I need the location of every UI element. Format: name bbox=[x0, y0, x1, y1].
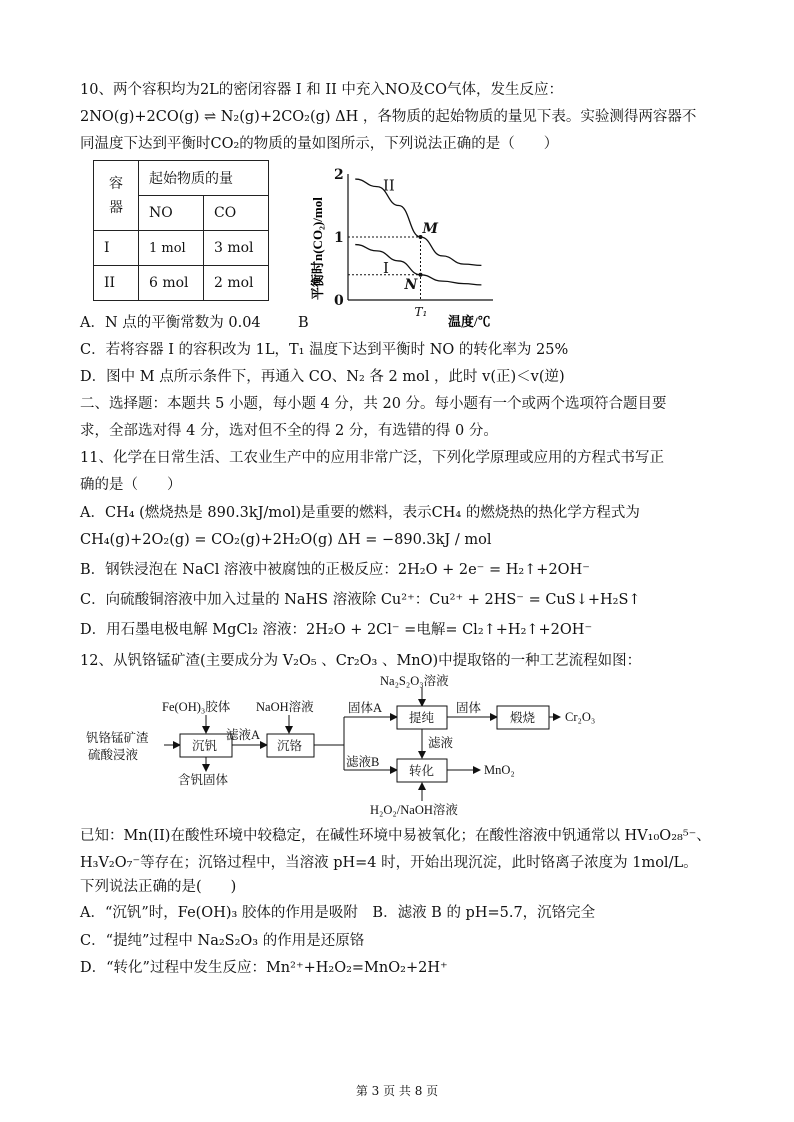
q12-stem: 12、从钒铬锰矿渣(主要成分为 V₂O₅ 、Cr₂O₃ 、MnO)中提取铬的一种工艺流程如图： bbox=[80, 653, 642, 669]
q12-ask: 下列说法正确的是( ) bbox=[80, 879, 237, 895]
q10-stem-line2: 2NO(g)+2CO(g) ⇌ N₂(g)+2CO₂(g) ΔH ，各物质的起始物质的量见下表。实验测得两容器不 bbox=[80, 109, 697, 125]
series-label-I: I bbox=[383, 258, 389, 277]
point-label-N: N bbox=[404, 276, 418, 293]
q12-option-d: D．“转化”过程中发生反应：Mn²⁺+H₂O₂=MnO₂+2H⁺ bbox=[80, 960, 448, 976]
flow-label-filtB: 滤液B bbox=[346, 755, 380, 769]
chart-ylabel: 平衡时n(CO₂)/mol bbox=[310, 197, 325, 300]
y-tick-label: 2 bbox=[334, 167, 344, 183]
flow-label-vsolid: 含钒固体 bbox=[178, 773, 229, 787]
q11-stem-line1: 11、化学在日常生活、工农业生产中的应用非常广泛，下列化学原理或应用的方程式书写正 bbox=[80, 450, 664, 466]
y-tick-label: 0 bbox=[334, 293, 344, 309]
q11-option-c: C．向硫酸铜溶液中加入过量的 NaHS 溶液除 Cu²⁺：Cu²⁺ + 2HS⁻ = CuS↓+H₂S↑ bbox=[80, 592, 641, 608]
flow-label-purify: 提纯 bbox=[409, 711, 435, 725]
flow-label-feoh: Fe(OH)₃胶体 bbox=[162, 700, 231, 714]
flow-label-na2s2o3: Na₂S₂O₃溶液 bbox=[380, 674, 449, 688]
table-row-name: II bbox=[94, 266, 139, 301]
q12-options-ab: A．“沉钒”时，Fe(OH)₃ 胶体的作用是吸附 B．滤液 B 的 pH=5.7，沉铬完全 bbox=[80, 905, 596, 921]
q10-option-b: B bbox=[298, 315, 309, 331]
q12-option-c: C．“提纯”过程中 Na₂S₂O₃ 的作用是还原铬 bbox=[80, 933, 365, 949]
table-row-name: I bbox=[94, 231, 139, 266]
table-header-no: NO bbox=[139, 196, 204, 231]
q12-known-line1: 已知：Mn(II)在酸性环境中较稳定，在碱性环境中易被氧化；在酸性溶液中钒通常以 HV₁₀O₂₈⁵⁻、 bbox=[80, 828, 711, 844]
q10-stem-line3: 同温度下达到平衡时CO₂的物质的量如图所示，下列说法正确的是（ ） bbox=[80, 136, 559, 152]
q11-option-a: A．CH₄ (燃烧热是 890.3kJ/mol)是重要的燃料，表示CH₄ 的燃烧热的热化学方程式为 bbox=[80, 505, 640, 521]
table-cell: 1 mol bbox=[139, 231, 204, 266]
q11-option-b: B．钢铁浸泡在 NaCl 溶液中被腐蚀的正极反应：2H₂O + 2e⁻ = H₂↑+2OH⁻ bbox=[80, 562, 590, 578]
section2-instructions-line1: 二、选择题：本题共 5 小题，每小题 4 分，共 20 分。每小题有一个或两个选项符合题目要 bbox=[80, 396, 667, 412]
table-header-container: 容器 bbox=[94, 161, 139, 231]
q11-option-a-equation: CH₄(g)+2O₂(g) = CO₂(g)+2H₂O(g) ΔH = −890.3kJ / mol bbox=[80, 532, 492, 548]
flow-label-acid: 硫酸浸液 bbox=[88, 748, 139, 762]
flow-label-filtA: 滤液A bbox=[226, 728, 261, 742]
q10-start-table bbox=[93, 160, 269, 301]
x-tick-label: T₁ bbox=[414, 305, 428, 319]
flow-label-cr2o3: Cr₂O₃ bbox=[565, 710, 596, 724]
flow-label-feed: 钒铬锰矿渣 bbox=[86, 731, 149, 745]
table-header-co: CO bbox=[204, 196, 269, 231]
flow-label-mno2: MnO₂ bbox=[484, 763, 515, 777]
q12-known-line2: H₃V₂O₇⁻等存在；沉铬过程中，当溶液 pH=4 时，开始出现沉淀，此时铬离子浓度为 1mol/L。 bbox=[80, 855, 698, 871]
flow-label-convert: 转化 bbox=[409, 764, 435, 778]
q10-option-c: C．若将容器 I 的容积改为 1L，T₁ 温度下达到平衡时 NO 的转化率为 25% bbox=[80, 342, 569, 358]
chart-xlabel: 温度/℃ bbox=[448, 314, 491, 329]
flow-label-calc: 煅烧 bbox=[510, 711, 536, 725]
section2-instructions-line2: 求，全部选对得 4 分，选对但不全的得 2 分，有选错的得 0 分。 bbox=[80, 423, 498, 439]
flow-label-naoh: NaOH溶液 bbox=[256, 700, 314, 714]
flow-label-solidA: 固体A bbox=[348, 701, 383, 715]
table-cell: 3 mol bbox=[204, 231, 269, 266]
point-N bbox=[419, 273, 423, 277]
table-cell: 6 mol bbox=[139, 266, 204, 301]
process-flow-diagram bbox=[84, 673, 704, 819]
y-tick-label: 1 bbox=[334, 230, 344, 246]
series-line-II bbox=[355, 176, 481, 265]
table-cell: 2 mol bbox=[204, 266, 269, 301]
q10-option-a: A．N 点的平衡常数为 0.04 bbox=[80, 315, 261, 331]
series-label-II: II bbox=[383, 176, 395, 195]
co2-equilibrium-chart bbox=[308, 162, 528, 334]
point-label-M: M bbox=[422, 221, 438, 237]
series-line-I bbox=[355, 245, 481, 285]
q11-stem-line2: 确的是（ ） bbox=[80, 477, 182, 493]
table-header-start: 起始物质的量 bbox=[139, 161, 269, 196]
flow-label-vfix: 沉钒 bbox=[192, 739, 218, 753]
q10-option-d: D．图中 M 点所示条件下，再通入 CO、N₂ 各 2 mol ，此时 v(正)＜v(逆) bbox=[80, 369, 565, 385]
flow-label-filtrate: 滤液 bbox=[428, 736, 454, 750]
q11-option-d: D．用石墨电极电解 MgCl₂ 溶液：2H₂O + 2Cl⁻ =电解= Cl₂↑+H₂↑+2OH⁻ bbox=[80, 622, 593, 638]
flow-label-solid: 固体 bbox=[456, 701, 482, 715]
q10-stem-line1: 10、两个容积均为2L的密闭容器 I 和 II 中充入NO及CO气体，发生反应： bbox=[80, 82, 563, 98]
flow-label-crfix: 沉铬 bbox=[277, 739, 303, 753]
page-footer: 第 3 页 共 8 页 bbox=[355, 1084, 439, 1098]
flow-label-h2o2: H₂O₂/NaOH溶液 bbox=[370, 803, 458, 817]
